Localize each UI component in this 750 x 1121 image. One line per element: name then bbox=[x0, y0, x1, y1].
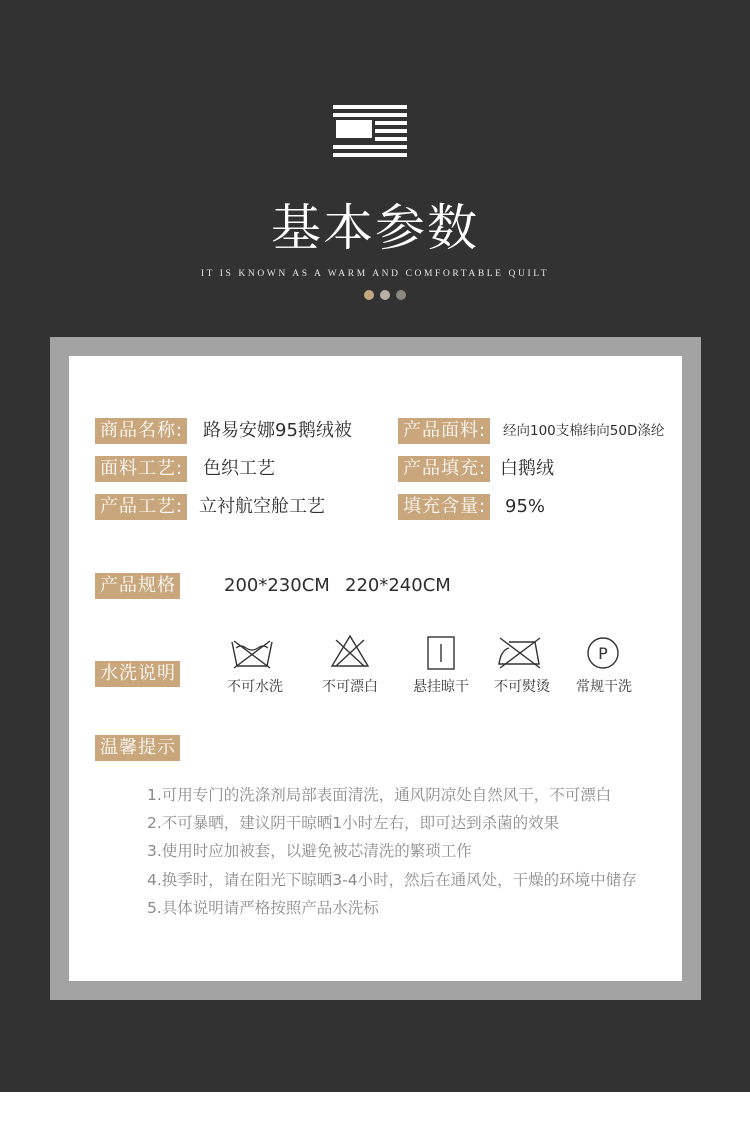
hang-dry-icon bbox=[427, 636, 455, 670]
param-label: 填充含量: bbox=[398, 494, 490, 520]
page-title: 基本参数 bbox=[271, 199, 479, 257]
param-value: 经向100支棉纬向50D涤纶 bbox=[503, 423, 665, 439]
tip-line: 1.可用专门的洗涤剂局部表面清洗，通风阴凉处自然风干，不可漂白 bbox=[147, 786, 612, 804]
param-value: 色织工艺 bbox=[203, 458, 275, 479]
care-item-label: 不可水洗 bbox=[227, 679, 283, 695]
care-item-label: 不可漂白 bbox=[322, 679, 378, 695]
no-wash-icon bbox=[230, 638, 274, 670]
no-iron-icon bbox=[497, 636, 543, 670]
param-label: 面料工艺: bbox=[95, 456, 187, 482]
tips-label: 温馨提示 bbox=[95, 735, 180, 761]
param-label: 产品填充: bbox=[398, 456, 490, 482]
param-label: 产品工艺: bbox=[95, 494, 187, 520]
tip-line: 2.不可暴晒，建议阴干晾晒1小时左右，即可达到杀菌的效果 bbox=[147, 814, 560, 832]
tip-line: 4.换季时，请在阳光下晾晒3-4小时，然后在通风处，干燥的环境中储存 bbox=[147, 871, 637, 889]
page-subtitle: IT IS KNOWN AS A WARM AND COMFORTABLE QUILT bbox=[200, 269, 550, 279]
dot-1 bbox=[364, 290, 374, 300]
care-item-label: 悬挂晾干 bbox=[413, 679, 469, 695]
size-value: 220*240CM bbox=[345, 575, 451, 596]
param-value: 95% bbox=[505, 496, 546, 517]
care-item-label: 不可熨烫 bbox=[494, 679, 550, 695]
param-label: 产品面料: bbox=[398, 418, 490, 444]
size-value: 200*230CM bbox=[224, 575, 330, 596]
dot-2 bbox=[380, 290, 390, 300]
param-value: 白鹅绒 bbox=[500, 458, 554, 479]
dry-clean-icon bbox=[586, 636, 620, 670]
tip-line: 5.具体说明请严格按照产品水洗标 bbox=[147, 899, 379, 917]
param-label: 商品名称: bbox=[95, 418, 187, 444]
care-item-label: 常规干洗 bbox=[576, 679, 632, 695]
param-value: 路易安娜95鹅绒被 bbox=[203, 420, 352, 441]
param-value: 立衬航空舱工艺 bbox=[199, 496, 325, 517]
striped-flag-icon bbox=[333, 105, 407, 157]
care-label: 水洗说明 bbox=[95, 661, 180, 687]
size-label: 产品规格 bbox=[95, 573, 180, 599]
tip-line: 3.使用时应加被套，以避免被芯清洗的繁琐工作 bbox=[147, 842, 472, 860]
no-bleach-icon bbox=[330, 634, 370, 668]
dry-clean-letter: P bbox=[598, 644, 608, 663]
dot-3 bbox=[396, 290, 406, 300]
